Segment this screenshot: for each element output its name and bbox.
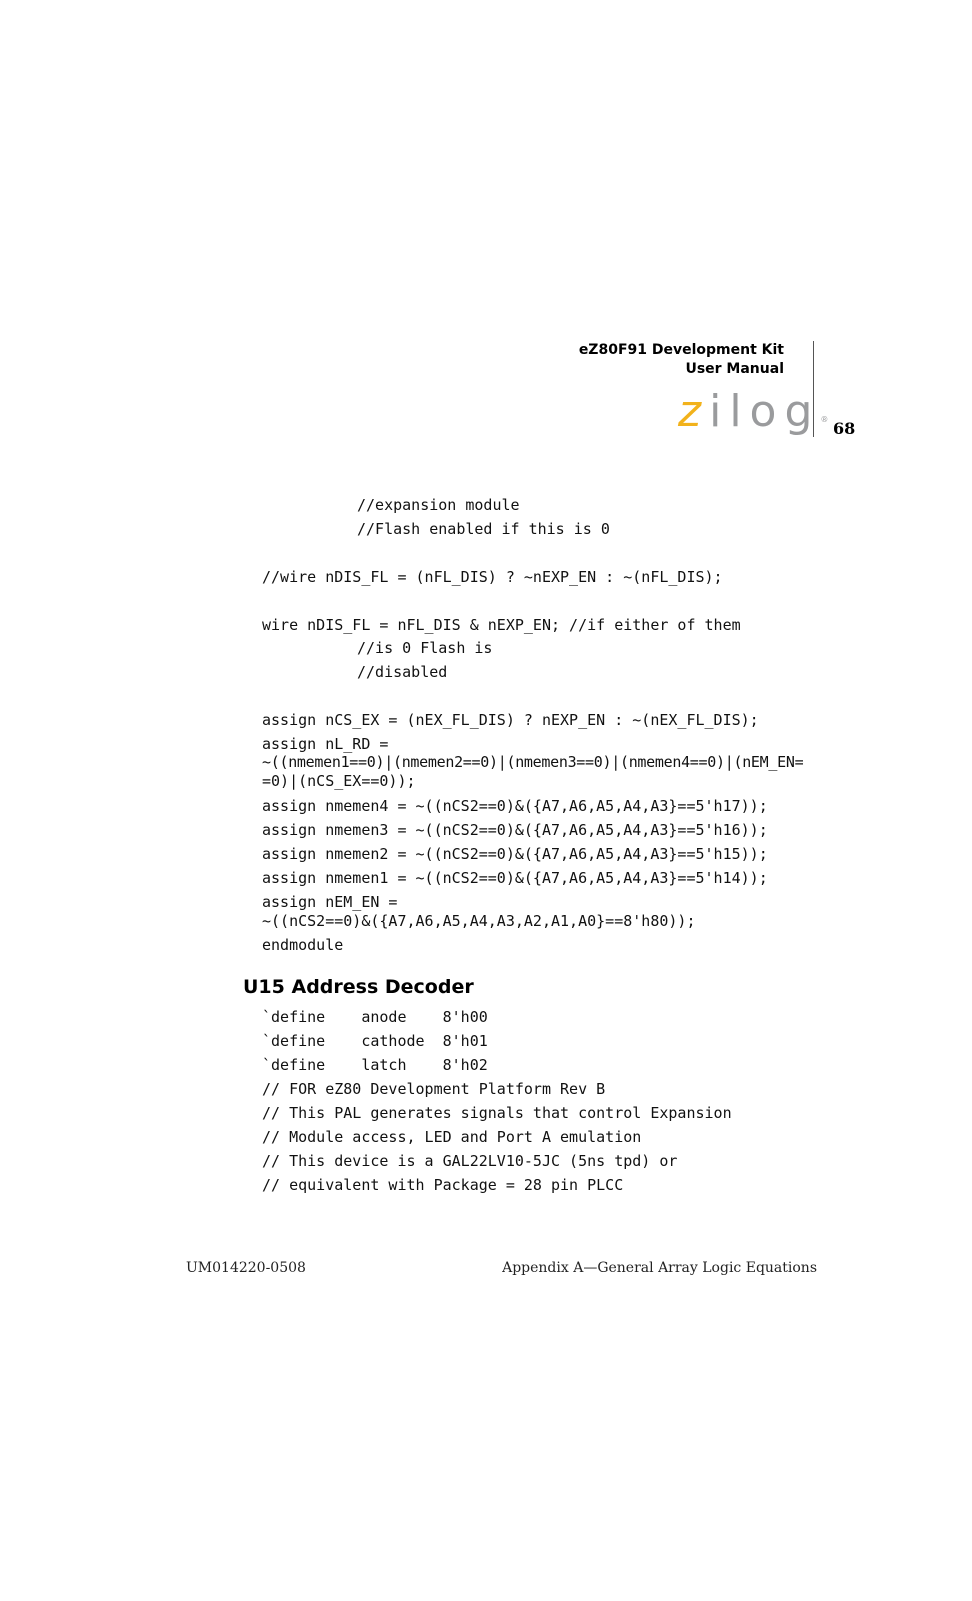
code-line: ~((nCS2==0)&({A7,A6,A5,A4,A3,A2,A1,A0}==8'h80)); <box>262 912 696 930</box>
code-line: assign nEM_EN = <box>262 893 398 911</box>
code-line: assign nCS_EX = (nEX_FL_DIS) ? nEXP_EN : ~(nEX_FL_DIS); <box>262 711 759 729</box>
doc-title: eZ80F91 Development Kit <box>578 342 784 358</box>
doc-subtitle: User Manual <box>685 361 784 377</box>
code-line: ~((nmemen1==0)|(nmemen2==0)|(nmemen3==0)|(nmemen4==0)|(nEM_EN= <box>262 753 804 771</box>
code-line: `define latch 8'h02 <box>262 1056 488 1074</box>
code-line: //is 0 Flash is <box>357 639 493 657</box>
code-line: assign nmemen2 = ~((nCS2==0)&({A7,A6,A5,A4,A3}==5'h15)); <box>262 845 768 863</box>
code-line: // FOR eZ80 Development Platform Rev B <box>262 1080 606 1098</box>
code-line: assign nmemen4 = ~((nCS2==0)&({A7,A6,A5,A4,A3}==5'h17)); <box>262 797 768 815</box>
code-line: `define cathode 8'h01 <box>262 1032 488 1050</box>
logo-registered-mark: ® <box>820 415 829 424</box>
code-line: endmodule <box>262 936 344 954</box>
code-line: // This device is a GAL22LV10-5JC (5ns tpd) or <box>262 1152 678 1170</box>
code-line: assign nmemen3 = ~((nCS2==0)&({A7,A6,A5,A4,A3}==5'h16)); <box>262 821 768 839</box>
footer-section-title: Appendix A—General Array Logic Equations <box>502 1260 817 1276</box>
code-line: // Module access, LED and Port A emulation <box>262 1128 642 1146</box>
page-number: 68 <box>833 419 856 438</box>
code-line: // This PAL generates signals that control Expansion <box>262 1104 732 1122</box>
code-line: //expansion module <box>357 496 520 514</box>
zilog-logo <box>678 388 828 436</box>
code-line: assign nL_RD = <box>262 735 389 753</box>
footer-doc-number: UM014220-0508 <box>186 1260 306 1276</box>
code-line: wire nDIS_FL = nFL_DIS & nEXP_EN; //if either of them <box>262 616 741 634</box>
section-heading: U15 Address Decoder <box>243 976 474 998</box>
code-line: =0)|(nCS_EX==0)); <box>262 772 416 790</box>
logo-rest: ilog <box>709 386 821 437</box>
code-line: assign nmemen1 = ~((nCS2==0)&({A7,A6,A5,A4,A3}==5'h14)); <box>262 869 768 887</box>
code-line: //Flash enabled if this is 0 <box>357 520 610 538</box>
code-line: `define anode 8'h00 <box>262 1008 488 1026</box>
code-line: // equivalent with Package = 28 pin PLCC <box>262 1176 624 1194</box>
logo-z: z <box>678 386 710 437</box>
code-line: //wire nDIS_FL = (nFL_DIS) ? ~nEXP_EN : ~(nFL_DIS); <box>262 568 723 586</box>
code-line: //disabled <box>357 663 448 681</box>
